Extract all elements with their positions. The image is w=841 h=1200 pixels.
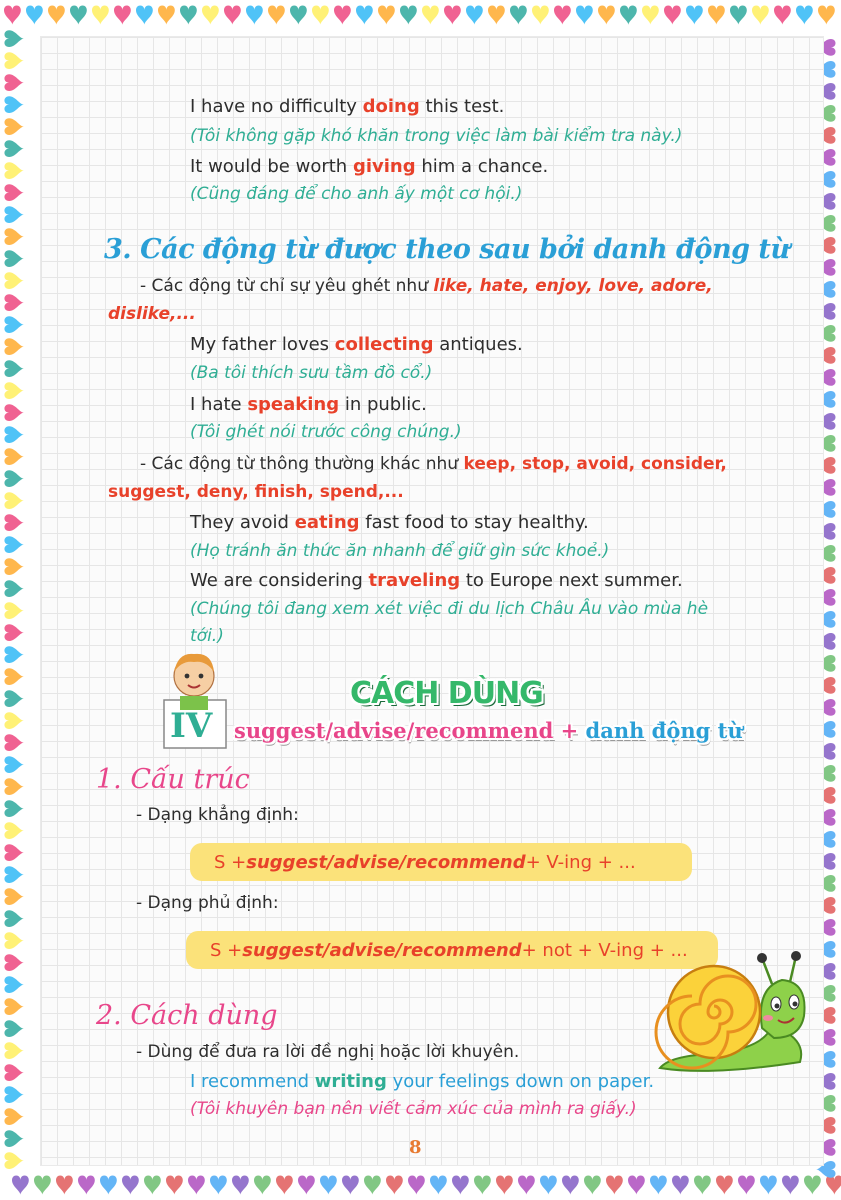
affirm-label: - Dạng khẳng định: [136,805,299,825]
example-translation: (Ba tôi thích sưu tầm đồ cổ.) [190,363,433,383]
group1-description: - Các động từ chỉ sự yêu ghét như like, hate, enjoy, love, adore, [140,276,713,296]
example-line: They avoid eating fast food to stay healthy. [190,512,589,533]
example-translation-cont: tới.) [190,626,224,646]
group2-description-cont: suggest, deny, finish, spend,... [108,482,404,502]
usage-example: I recommend writing your feelings down on paper. [190,1071,655,1092]
neg-label: - Dạng phủ định: [136,893,279,913]
page-number: 8 [409,1137,422,1158]
example-translation: (Tôi không gặp khó khăn trong việc làm bài kiểm tra này.) [190,126,683,146]
example-translation: (Họ tránh ăn thức ăn nhanh để giữ gìn sức khoẻ.) [190,541,610,561]
example-translation: (Tôi ghét nói trước công chúng.) [190,422,462,442]
usage-translation: (Tôi khuyên bạn nên viết cảm xúc của mình ra giấy.) [190,1099,637,1119]
example-line: We are considering traveling to Europe next summer. [190,570,683,591]
snail-icon [650,950,810,1080]
example-translation: (Chúng tôi đang xem xét việc đi du lịch Châu Âu vào mùa hè [190,599,709,619]
neg-formula: S + suggest/advise/recommend + not + V-ing + ... [186,931,718,969]
example-line: My father loves collecting antiques. [190,334,523,355]
group1-description-cont: dislike,... [108,304,196,324]
example-line: I hate speaking in public. [190,394,427,415]
structure-title: 1. Cấu trúc [96,764,250,795]
section-4-subtitle: suggest/advise/recommend + danh động từ [234,718,743,743]
example-line: It would be worth giving him a chance. [190,156,549,177]
section-4-title: CÁCH DÙNG [350,676,543,711]
example-line: I have no difficulty doing this test. [190,96,505,117]
section-3-title: 3. Các động từ được theo sau bởi danh động từ [104,234,790,265]
affirm-formula: S + suggest/advise/recommend + V-ing + ... [190,843,692,881]
example-translation: (Cũng đáng để cho anh ấy một cơ hội.) [190,184,523,204]
usage-title: 2. Cách dùng [96,1000,278,1031]
section-numeral: IV [170,706,213,746]
group2-description: - Các động từ thông thường khác như keep, stop, avoid, consider, [140,454,727,474]
usage-description: - Dùng để đưa ra lời đề nghị hoặc lời khuyên. [136,1042,520,1062]
